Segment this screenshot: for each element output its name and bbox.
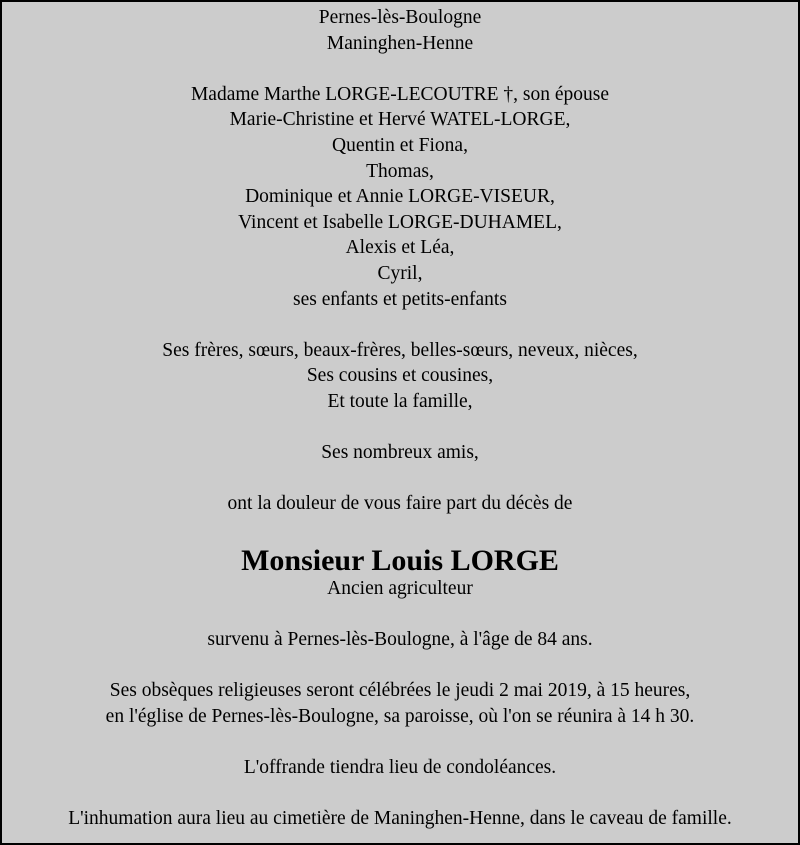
deceased-name: Monsieur Louis LORGE [241, 543, 559, 577]
family-member-line: Cyril, [377, 262, 423, 284]
offering-line: L'offrande tiendra lieu de condoléances. [243, 757, 557, 779]
location-line: Maninghen-Henne [326, 32, 474, 54]
funeral-line: Ses obsèques religieuses seront célébrées le jeudi 2 mai 2019, à 15 heures, [109, 680, 691, 702]
family-member-line: Marie-Christine et Hervé WATEL-LORGE, [229, 109, 571, 131]
relatives-line: Ses cousins et cousines, [306, 365, 494, 387]
location-line: Pernes-lès-Boulogne [318, 7, 482, 28]
spacer [2, 653, 798, 679]
spacer [2, 415, 798, 441]
deceased-occupation: Ancien agriculteur [327, 577, 473, 599]
family-member-line: Vincent et Isabelle LORGE-DUHAMEL, [238, 211, 562, 233]
spacer [2, 517, 798, 544]
spacer [2, 312, 798, 338]
spacer [2, 601, 798, 627]
family-member-line: Dominique et Annie LORGE-VISEUR, [245, 186, 555, 208]
friends-line: Ses nombreux amis, [321, 442, 479, 464]
spacer [2, 781, 798, 807]
spacer [2, 729, 798, 755]
death-info-line: survenu à Pernes-lès-Boulogne, à l'âge de 84 ans. [207, 629, 593, 651]
spacer [2, 466, 798, 492]
announcement-line: ont la douleur de vous faire part du décès de [227, 493, 573, 515]
spouse-line: Madame Marthe LORGE-LECOUTRE †, son épouse [190, 83, 610, 105]
family-member-line: Alexis et Léa, [345, 237, 455, 259]
family-member-line: ses enfants et petits-enfants [293, 288, 507, 310]
family-member-line: Thomas, [366, 160, 434, 182]
family-member-line: Quentin et Fiona, [332, 134, 468, 156]
burial-line: L'inhumation aura lieu au cimetière de Maninghen-Henne, dans le caveau de famille. [68, 808, 732, 830]
spacer [2, 56, 798, 82]
relatives-line: Et toute la famille, [327, 390, 473, 412]
funeral-line: en l'église de Pernes-lès-Boulogne, sa paroisse, où l'on se réunira à 14 h 30. [105, 705, 695, 727]
relatives-line: Ses frères, sœurs, beaux-frères, belles-sœurs, neveux, nièces, [162, 339, 638, 361]
